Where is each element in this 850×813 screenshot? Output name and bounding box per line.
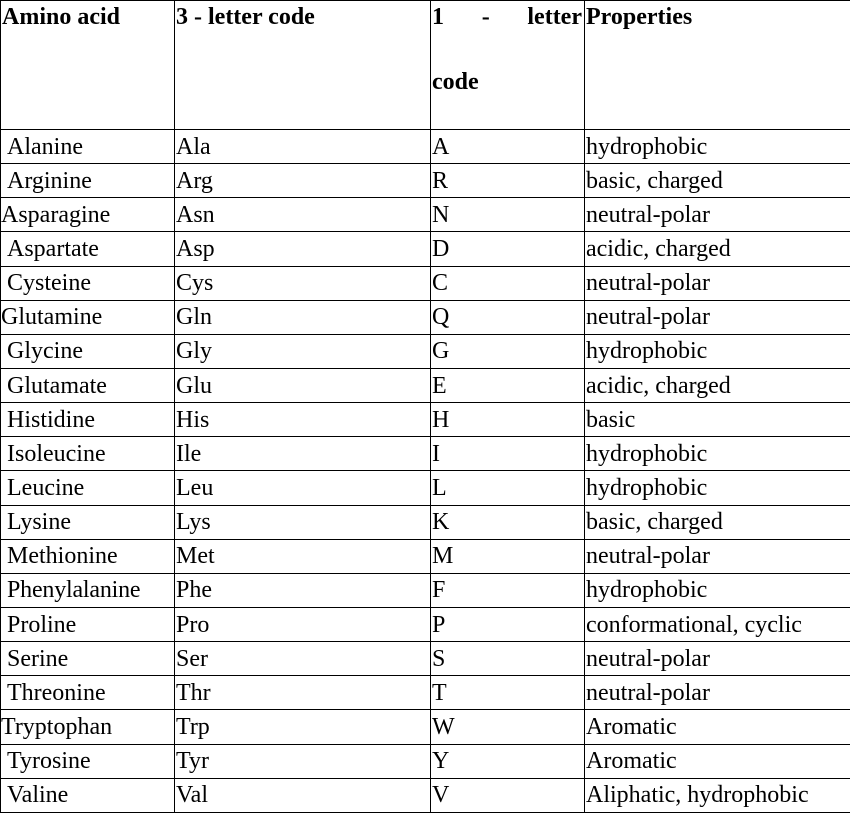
table-row [1, 573, 850, 607]
amino-acid-name-cell: Phenylalanine [1, 573, 175, 607]
properties-cell: hydrophobic [585, 573, 850, 607]
table-row [1, 300, 850, 334]
amino-acid-name-cell: Glycine [1, 334, 175, 368]
properties-cell: Aliphatic, hydrophobic [585, 778, 850, 812]
properties-cell: hydrophobic [585, 130, 850, 164]
properties-cell: acidic, charged [585, 232, 850, 266]
properties-cell: neutral-polar [585, 676, 850, 710]
one-letter-code-cell: G [431, 334, 585, 368]
header-three-letter-code: 3 - letter code [175, 1, 431, 130]
amino-acid-name-cell: Glutamine [1, 300, 175, 334]
amino-acid-name-cell: Isoleucine [1, 437, 175, 471]
table-row [1, 778, 850, 812]
three-letter-code-cell: Pro [175, 607, 431, 641]
three-letter-code-cell: Trp [175, 710, 431, 744]
table-row [1, 676, 850, 710]
one-letter-code-cell: N [431, 198, 585, 232]
properties-cell: hydrophobic [585, 334, 850, 368]
table-row [1, 130, 850, 164]
three-letter-code-cell: Asn [175, 198, 431, 232]
amino-acid-name-cell: Threonine [1, 676, 175, 710]
table-row [1, 266, 850, 300]
table-row [1, 471, 850, 505]
one-letter-code-cell: S [431, 642, 585, 676]
table-row [1, 198, 850, 232]
three-letter-code-cell: Met [175, 539, 431, 573]
amino-acid-name-cell: Serine [1, 642, 175, 676]
table-row [1, 403, 850, 437]
amino-acid-name-cell: Alanine [1, 130, 175, 164]
table-row [1, 164, 850, 198]
properties-cell: neutral-polar [585, 642, 850, 676]
properties-cell: acidic, charged [585, 368, 850, 402]
amino-acid-name-cell: Asparagine [1, 198, 175, 232]
three-letter-code-cell: Val [175, 778, 431, 812]
properties-cell: basic, charged [585, 164, 850, 198]
amino-acid-name-cell: Lysine [1, 505, 175, 539]
three-letter-code-cell: His [175, 403, 431, 437]
one-letter-code-cell: D [431, 232, 585, 266]
three-letter-code-cell: Gln [175, 300, 431, 334]
table-row [1, 437, 850, 471]
one-letter-code-cell: E [431, 368, 585, 402]
one-letter-code-cell: V [431, 778, 585, 812]
three-letter-code-cell: Phe [175, 573, 431, 607]
one-letter-code-cell: M [431, 539, 585, 573]
one-letter-code-cell: R [431, 164, 585, 198]
table-row [1, 232, 850, 266]
three-letter-code-cell: Ser [175, 642, 431, 676]
properties-cell: Aromatic [585, 710, 850, 744]
table-row [1, 607, 850, 641]
three-letter-code-cell: Tyr [175, 744, 431, 778]
amino-acid-name-cell: Methionine [1, 539, 175, 573]
properties-cell: Aromatic [585, 744, 850, 778]
amino-acid-name-cell: Aspartate [1, 232, 175, 266]
amino-acid-name-cell: Glutamate [1, 368, 175, 402]
amino-acid-name-cell: Leucine [1, 471, 175, 505]
table-row [1, 744, 850, 778]
three-letter-code-cell: Glu [175, 368, 431, 402]
three-letter-code-cell: Leu [175, 471, 431, 505]
properties-cell: neutral-polar [585, 300, 850, 334]
header-one-letter-line [432, 1, 584, 34]
table-header-row [1, 1, 850, 130]
one-letter-code-cell: L [431, 471, 585, 505]
one-letter-code-cell: A [431, 130, 585, 164]
properties-cell: conformational, cyclic [585, 607, 850, 641]
three-letter-code-cell: Ile [175, 437, 431, 471]
table-row [1, 710, 850, 744]
amino-acid-name-cell: Cysteine [1, 266, 175, 300]
header-amino-acid: Amino acid [1, 1, 175, 130]
one-letter-code-cell: W [431, 710, 585, 744]
one-letter-code-cell: Q [431, 300, 585, 334]
one-letter-code-cell: Y [431, 744, 585, 778]
three-letter-code-cell: Arg [175, 164, 431, 198]
three-letter-code-cell: Thr [175, 676, 431, 710]
one-letter-code-cell: K [431, 505, 585, 539]
properties-cell: neutral-polar [585, 198, 850, 232]
table-row [1, 642, 850, 676]
amino-acid-name-cell: Arginine [1, 164, 175, 198]
amino-acid-name-cell: Proline [1, 607, 175, 641]
properties-cell: neutral-polar [585, 539, 850, 573]
table-row [1, 334, 850, 368]
header-one-letter-code-word: code [432, 69, 479, 95]
amino-acid-name-cell: Valine [1, 778, 175, 812]
header-one-letter-dash: - [481, 4, 490, 30]
header-one-letter-code [431, 1, 585, 130]
table-row [1, 505, 850, 539]
amino-acid-name-cell: Tyrosine [1, 744, 175, 778]
three-letter-code-cell: Cys [175, 266, 431, 300]
one-letter-code-cell: C [431, 266, 585, 300]
table-row [1, 539, 850, 573]
one-letter-code-cell: F [431, 573, 585, 607]
header-one-letter-number: 1 [432, 4, 444, 30]
properties-cell: neutral-polar [585, 266, 850, 300]
amino-acid-name-cell: Histidine [1, 403, 175, 437]
amino-acid-name-cell: Tryptophan [1, 710, 175, 744]
three-letter-code-cell: Gly [175, 334, 431, 368]
properties-cell: hydrophobic [585, 437, 850, 471]
three-letter-code-cell: Ala [175, 130, 431, 164]
properties-cell: hydrophobic [585, 471, 850, 505]
properties-cell: basic, charged [585, 505, 850, 539]
header-one-letter-word: letter [527, 4, 582, 30]
properties-cell: basic [585, 403, 850, 437]
table-row [1, 368, 850, 402]
one-letter-code-cell: H [431, 403, 585, 437]
three-letter-code-cell: Lys [175, 505, 431, 539]
one-letter-code-cell: I [431, 437, 585, 471]
one-letter-code-cell: P [431, 607, 585, 641]
one-letter-code-cell: T [431, 676, 585, 710]
three-letter-code-cell: Asp [175, 232, 431, 266]
table-body [1, 130, 850, 813]
header-properties: Properties [585, 1, 850, 130]
